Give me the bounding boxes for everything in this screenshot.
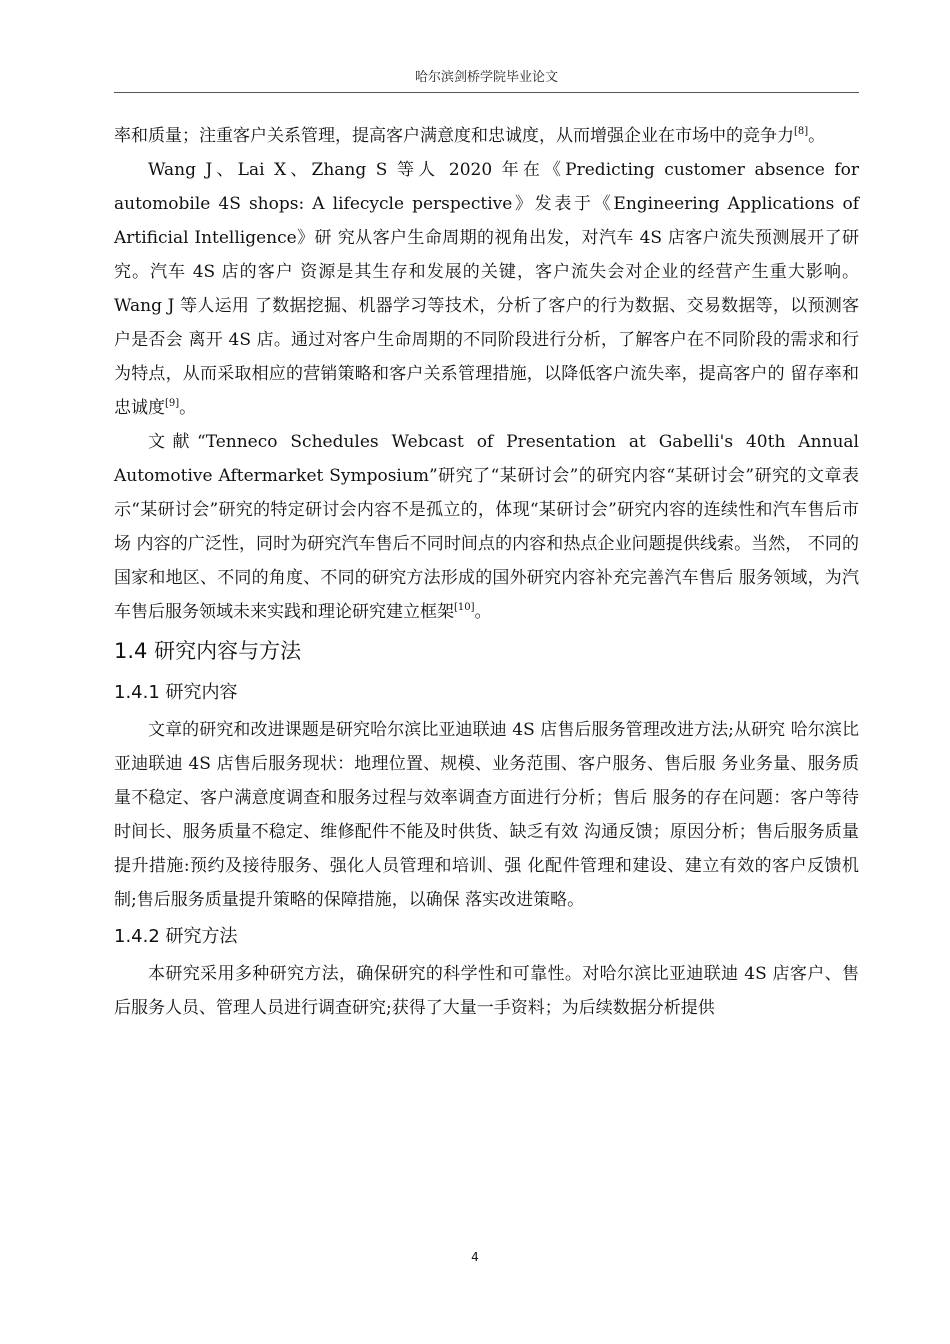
- section-heading-1-4: 1.4 研究内容与方法: [114, 639, 302, 663]
- document-body: [114, 119, 859, 1025]
- running-header: 哈尔滨剑桥学院毕业论文: [414, 70, 558, 85]
- citation-ref: [8]: [794, 126, 809, 137]
- paragraph-tail: 。: [474, 602, 492, 622]
- paragraph-tail: 。: [179, 398, 197, 418]
- paragraph-research-methods: [114, 957, 859, 1025]
- paragraph-wang-study: [114, 153, 859, 425]
- page-number: 4: [471, 1250, 479, 1264]
- subsection-heading-1-4-1: 1.4.1 研究内容: [114, 682, 238, 703]
- subsection-heading-1-4-2: 1.4.2 研究方法: [114, 926, 238, 947]
- paragraph-customer-management: [114, 119, 859, 153]
- paragraph-research-content: [114, 713, 859, 917]
- header-rule: [114, 92, 859, 93]
- citation-ref: [9]: [165, 398, 180, 409]
- paragraph-tenneco-study: [114, 425, 859, 629]
- paragraph-text: 文献“Tenneco Schedules Webcast of Presentation at Gabelli's 40th Annual Automotive Aftermarket Symposium”研究了“某研讨会”的研究内容“某研讨会”研究的文章表示“某研讨会”研究的特定研讨会内容不是孤立的，体现“某研讨会”研究内容的连续性和汽车售后市场 内容的广泛性，同时为研究汽车售后不同时间点的内容和热点企业问题提供线索。当然， 不同的国家和地区、不同的角度、不同的研究方法形成的国外研究内容补充完善汽车售后 服务领域，为汽车售后服务领域未来实践和理论研究建立框架: [114, 432, 859, 622]
- paragraph-text: 本研究采用多种研究方法，确保研究的科学性和可靠性。对哈尔滨比亚迪联迪 4S 店客户、售后服务人员、管理人员进行调查研究;获得了大量一手资料；为后续数据分析提供: [114, 964, 859, 1018]
- paragraph-text: 率和质量；注重客户关系管理，提高客户满意度和忠诚度，从而增强企业在市场中的竞争力: [114, 126, 794, 146]
- paragraph-tail: 。: [808, 126, 826, 146]
- citation-ref: [10]: [454, 602, 475, 613]
- paragraph-text: Wang J、Lai X、Zhang S 等人 2020 年在《Predicting customer absence for automobile 4S shops: A lifecycle perspective》发表于《Engineering Applications of Artificial Intelligence》研 究从客户生命周期的视角出发，对汽车 4S 店客户流失预测展开了研究。汽车 4S 店的客户 资源是其生存和发展的关键，客户流失会对企业的经营产生重大影响。Wang J 等人运用 了数据挖掘、机器学习等技术，分析了客户的行为数据、交易数据等，以预测客户是否会 离开 4S 店。通过对客户生命周期的不同阶段进行分析，了解客户在不同阶段的需求和行 为特点，从而采取相应的营销策略和客户关系管理措施，以降低客户流失率，提高客户的 留存率和忠诚度: [114, 160, 859, 418]
- paragraph-text: 文章的研究和改进课题是研究哈尔滨比亚迪联迪 4S 店售后服务管理改进方法;从研究 哈尔滨比亚迪联迪 4S 店售后服务现状：地理位置、规模、业务范围、客户服务、售后服 务业务量、服务质量不稳定、客户满意度调查和服务过程与效率调查方面进行分析；售后 服务的存在问题：客户等待时间长、服务质量不稳定、维修配件不能及时供货、缺乏有效 沟通反馈；原因分析；售后服务质量提升措施:预约及接待服务、强化人员管理和培训、强 化配件管理和建设、建立有效的客户反馈机制;售后服务质量提升策略的保障措施，以确保 落实改进策略。: [114, 720, 859, 910]
